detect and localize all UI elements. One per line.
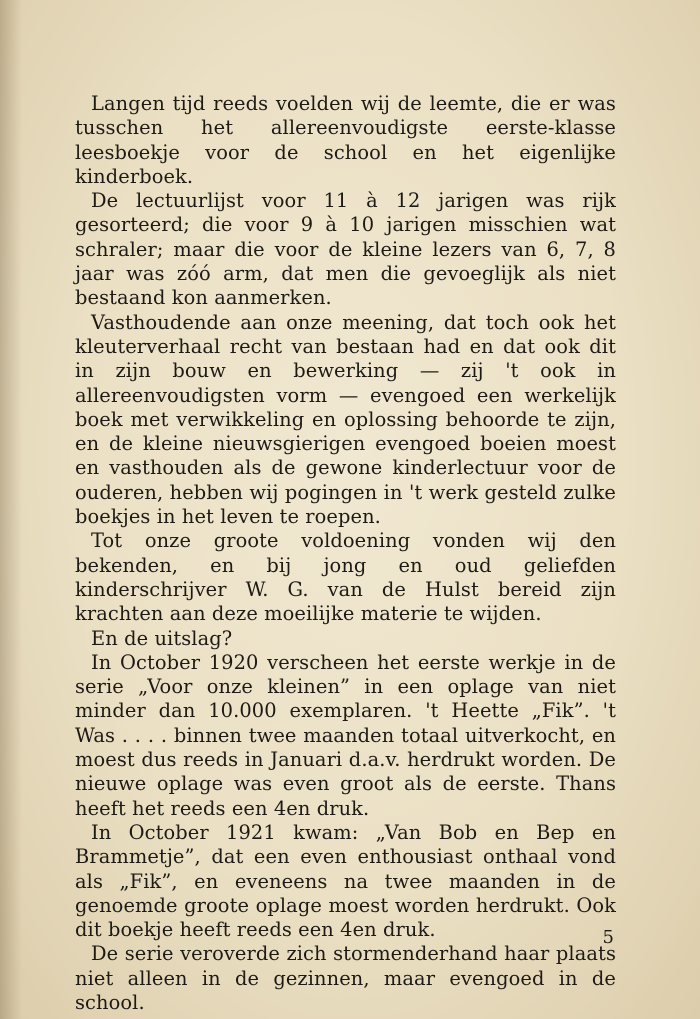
paragraph: Vasthoudende aan onze meening, dat toch ook het kleuterverhaal recht van bestaan had en dat ook dit in zijn bouw en bewerking — zij 't ook in allereenvoudigsten vorm — evengoed een werkelijk boek met verwikkeling en oplossing behoorde te zijn, en de kleine nieuwsgierigen evengoed boeien moest en vasthouden als de gewone kinderlectuur voor de ouderen, hebben wij pogingen in 't werk gesteld zulke boekjes in het leven te roepen. (75, 310, 616, 529)
page-number: 5 (602, 927, 614, 948)
paragraph: Tot onze groote voldoening vonden wij den bekenden, en bij jong en oud geliefden kinderschrijver W. G. van de Hulst bereid zijn krachten aan deze moeilijke materie te wijden. (75, 529, 616, 626)
paragraph: In October 1921 kwam: „Van Bob en Bep en Brammetje”, dat een even enthousiast onthaal vond als „Fik”, en eveneens na twee maanden in de genoemde groote oplage moest worden herdrukt. Ook dit boekje heeft reeds een 4en druk. (75, 820, 616, 942)
paragraph: De lectuurlijst voor 11 à 12 jarigen was rijk gesorteerd; die voor 9 à 10 jarigen misschien wat schraler; maar die voor de kleine lezers van 6, 7, 8 jaar was zóó arm, dat men die gevoeglijk als niet bestaand kon aanmerken. (75, 189, 616, 310)
body-text (75, 92, 616, 1015)
binding-shadow (0, 0, 22, 1019)
paragraph: De serie veroverde zich stormenderhand haar plaats niet alleen in de gezinnen, maar evengoed in de school. (75, 942, 616, 1014)
paragraph: En de uitslag? (91, 626, 233, 650)
paragraph: Langen tijd reeds voelden wij de leemte, die er was tusschen het allereenvoudigste eerste-klasse leesboekje voor de school en het eigenlijke kinderboek. (75, 92, 616, 188)
paragraph: In October 1920 verscheen het eerste werkje in de serie „Voor onze kleinen” in een oplage van niet minder dan 10.000 exemplaren. 't Heette „Fik”. 't Was . . . . binnen twee maanden totaal uitverkocht, en moest dus reeds in Januari d.a.v. herdrukt worden. De nieuwe oplage was even groot als de eerste. Thans heeft het reeds een 4en druk. (75, 650, 616, 820)
